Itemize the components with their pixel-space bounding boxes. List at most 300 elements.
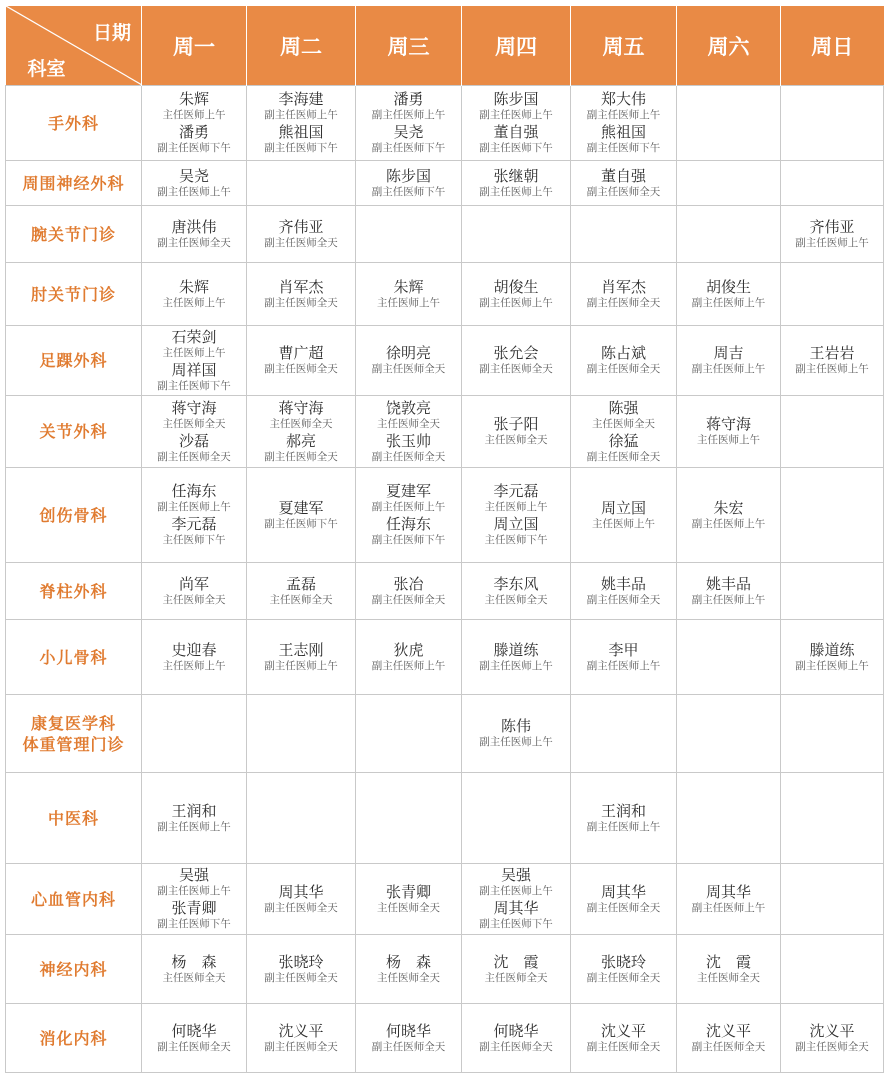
doctor-title-session: 主任医师全天: [162, 593, 226, 606]
doctor-name: 姚丰品: [705, 574, 751, 593]
schedule-cell: [677, 86, 781, 161]
doctor-name: 滕道练: [493, 640, 539, 659]
doctor-title-session: 副主任医师下午: [157, 918, 231, 930]
doctor-entry: [781, 641, 883, 674]
department-name: 心血管内科: [30, 889, 116, 909]
schedule-table: [5, 6, 884, 1073]
department-name: 周围神经外科: [22, 173, 125, 193]
doctor-name: 饶敦亮: [385, 398, 431, 417]
schedule-cell: [571, 935, 677, 1004]
doctor-name: 石荣剑: [171, 327, 217, 346]
schedule-cell: [677, 468, 781, 563]
doctor-title-session: 主任医师全天: [484, 434, 548, 446]
doctor-title-session: 主任医师上午: [697, 434, 760, 446]
doctor-title-session: 副主任医师下午: [371, 534, 446, 546]
doctor-title-session: 副主任医师全天: [691, 1040, 766, 1053]
schedule-cell: [142, 263, 247, 326]
schedule-cell: [462, 695, 571, 773]
schedule-cell: [247, 396, 356, 468]
department-cell: [6, 468, 142, 563]
department-cell: [6, 620, 142, 695]
schedule-cell: [781, 1004, 884, 1073]
corner-dept-label: 科室: [27, 58, 66, 80]
department-name: 创伤骨科: [39, 505, 108, 525]
doctor-title-session: 副主任医师全天: [264, 236, 338, 249]
schedule-cell: [677, 864, 781, 935]
schedule-cell: [142, 695, 247, 773]
doctor-title-session: 主任医师全天: [269, 593, 333, 606]
schedule-cell: [462, 86, 571, 161]
doctor-entry: [571, 167, 676, 200]
doctor-name: 陈强: [608, 398, 639, 417]
schedule-cell: [142, 620, 247, 695]
doctor-name: 尚军: [178, 574, 209, 593]
doctor-title-session: 副主任医师上午: [479, 885, 553, 897]
doctor-title-session: 副主任医师全天: [264, 363, 338, 375]
doctor-title-session: 副主任医师上午: [691, 363, 766, 375]
doctor-name: 姚丰品: [600, 574, 646, 593]
doctor-name: 张冶: [393, 574, 424, 593]
doctor-entry: [462, 123, 570, 156]
doctor-title-session: 副主任医师全天: [264, 1040, 338, 1053]
schedule-cell: [571, 773, 677, 864]
doctor-entry: [142, 641, 246, 674]
schedule-cell: [247, 206, 356, 263]
doctor-title-session: 主任医师上午: [162, 659, 226, 672]
doctor-name: 沈 霞: [493, 952, 539, 971]
doctor-entry: [571, 278, 676, 311]
doctor-entry: [677, 278, 780, 311]
department-name: 消化内科: [39, 1028, 108, 1048]
schedule-cell: [462, 161, 571, 206]
doctor-name: 史迎春: [171, 640, 217, 659]
department-cell: [6, 773, 142, 864]
schedule-cell: [677, 1004, 781, 1073]
doctor-title-session: 副主任医师下午: [479, 142, 553, 154]
schedule-cell: [247, 773, 356, 864]
schedule-cell: [571, 396, 677, 468]
doctor-title-session: 副主任医师上午: [586, 109, 661, 121]
doctor-name: 沙磊: [178, 431, 209, 450]
department-cell: [6, 161, 142, 206]
doctor-name: 孟磊: [285, 574, 316, 593]
department-cell: [6, 1004, 142, 1073]
doctor-entry: [571, 953, 676, 986]
doctor-name: 周其华: [705, 882, 751, 901]
doctor-title-session: 副主任医师上午: [479, 659, 553, 672]
doctor-name: 徐猛: [608, 431, 639, 450]
doctor-title-session: 副主任医师上午: [795, 363, 869, 375]
schedule-row: [6, 773, 884, 864]
schedule-cell: [356, 206, 462, 263]
schedule-cell: [781, 773, 884, 864]
schedule-cell: [356, 563, 462, 620]
schedule-cell: [781, 263, 884, 326]
doctor-entry: [571, 1022, 676, 1055]
doctor-name: 张青卿: [171, 899, 217, 917]
doctor-title-session: 副主任医师全天: [264, 296, 338, 309]
schedule-cell: [781, 468, 884, 563]
schedule-cell: [247, 563, 356, 620]
day-header-tue: 周二: [247, 6, 356, 86]
doctor-name: 李东风: [493, 574, 539, 593]
doctor-name: 陈占斌: [600, 344, 646, 362]
doctor-title-session: 副主任医师下午: [371, 142, 446, 154]
schedule-cell: [781, 396, 884, 468]
doctor-title-session: 副主任医师上午: [157, 501, 231, 513]
doctor-title-session: 副主任医师上午: [264, 109, 338, 121]
doctor-title-session: 副主任医师全天: [264, 450, 338, 463]
doctor-title-session: 副主任医师全天: [479, 1040, 553, 1053]
doctor-entry: [571, 90, 676, 123]
day-header-thu: 周四: [462, 6, 571, 86]
schedule-cell: [247, 161, 356, 206]
doctor-name: 张晓玲: [600, 952, 646, 971]
doctor-entry: [462, 953, 570, 986]
schedule-cell: [356, 620, 462, 695]
doctor-title-session: 副主任医师全天: [157, 450, 231, 463]
schedule-cell: [356, 773, 462, 864]
schedule-row: [6, 1004, 884, 1073]
doctor-name: 周其华: [493, 899, 539, 917]
doctor-title-session: 副主任医师上午: [586, 659, 661, 672]
doctor-name: 胡俊生: [493, 277, 539, 296]
department-name: 小儿骨科: [39, 647, 108, 667]
doctor-name: 吴强: [178, 866, 209, 884]
department-name: 肘关节门诊: [30, 284, 116, 304]
schedule-cell: [356, 86, 462, 161]
schedule-cell: [571, 468, 677, 563]
doctor-title-session: 副主任医师下午: [157, 379, 231, 392]
doctor-name: 王岩岩: [809, 344, 855, 362]
schedule-row: [6, 620, 884, 695]
doctor-entry: [677, 344, 780, 377]
doctor-name: 李甲: [608, 640, 639, 659]
schedule-cell: [142, 468, 247, 563]
schedule-cell: [677, 695, 781, 773]
doctor-title-session: 主任医师全天: [162, 971, 226, 984]
doctor-entry: [571, 641, 676, 674]
schedule-cell: [356, 695, 462, 773]
schedule-cell: [247, 468, 356, 563]
schedule-cell: [571, 563, 677, 620]
doctor-name: 郑大伟: [600, 90, 646, 108]
doctor-name: 吴尧: [178, 166, 209, 185]
doctor-title-session: 副主任医师上午: [157, 185, 231, 198]
doctor-title-session: 副主任医师全天: [157, 1040, 231, 1053]
schedule-cell: [247, 620, 356, 695]
department-name: 关节外科: [39, 422, 108, 441]
schedule-cell: [356, 935, 462, 1004]
doctor-title-session: 副主任医师上午: [795, 659, 869, 672]
doctor-entry: [462, 641, 570, 674]
doctor-entry: [247, 344, 355, 377]
schedule-cell: [781, 563, 884, 620]
doctor-title-session: 副主任医师全天: [586, 185, 661, 198]
doctor-entry: [462, 344, 570, 377]
doctor-title-session: 副主任医师全天: [371, 593, 446, 606]
doctor-entry: [247, 90, 355, 123]
doctor-title-session: 副主任医师上午: [479, 736, 553, 748]
doctor-name: 任海东: [385, 515, 431, 533]
doctor-entry: [142, 802, 246, 835]
department-name: 腕关节门诊: [30, 224, 116, 244]
doctor-entry: [247, 399, 355, 432]
doctor-entry: [247, 432, 355, 465]
doctor-title-session: 副主任医师上午: [691, 901, 766, 914]
doctor-entry: [142, 328, 246, 361]
department-cell: [6, 563, 142, 620]
schedule-cell: [462, 864, 571, 935]
doctor-name: 张允会: [493, 344, 539, 362]
doctor-entry: [356, 123, 461, 156]
doctor-title-session: 副主任医师全天: [586, 296, 661, 309]
schedule-cell: [462, 935, 571, 1004]
doctor-entry: [142, 361, 246, 394]
doctor-entry: [142, 482, 246, 515]
doctor-name: 胡俊生: [705, 277, 751, 296]
schedule-cell: [571, 695, 677, 773]
doctor-name: 沈义平: [809, 1021, 855, 1040]
schedule-row: [6, 563, 884, 620]
doctor-name: 张晓玲: [278, 952, 324, 971]
doctor-entry: [571, 432, 676, 465]
doctor-title-session: 副主任医师全天: [264, 971, 338, 984]
doctor-entry: [247, 218, 355, 251]
department-name: 中医科: [47, 808, 99, 828]
doctor-title-session: 主任医师上午: [377, 296, 440, 309]
doctor-entry: [677, 883, 780, 916]
schedule-cell: [571, 206, 677, 263]
doctor-entry: [356, 432, 461, 465]
schedule-cell: [462, 620, 571, 695]
doctor-title-session: 副主任医师下午: [586, 142, 661, 154]
header-row: [6, 6, 884, 86]
department-cell: [6, 396, 142, 468]
doctor-title-session: 主任医师全天: [269, 417, 333, 430]
schedule-cell: [356, 1004, 462, 1073]
schedule-cell: [247, 935, 356, 1004]
doctor-name: 董自强: [600, 166, 646, 185]
doctor-entry: [462, 1022, 570, 1055]
doctor-name: 蒋守海: [705, 415, 751, 433]
corner-header: [6, 6, 142, 86]
doctor-entry: [677, 953, 780, 986]
doctor-title-session: 副主任医师下午: [264, 142, 338, 154]
schedule-cell: [781, 695, 884, 773]
doctor-name: 熊祖国: [278, 123, 324, 141]
schedule-row: [6, 263, 884, 326]
schedule-row: [6, 206, 884, 263]
doctor-name: 朱辉: [178, 90, 209, 108]
schedule-cell: [142, 773, 247, 864]
schedule-cell: [571, 326, 677, 396]
doctor-entry: [356, 399, 461, 432]
doctor-title-session: 主任医师全天: [697, 971, 760, 984]
doctor-title-session: 副主任医师上午: [371, 109, 446, 121]
doctor-name: 沈义平: [278, 1021, 324, 1040]
schedule-cell: [677, 263, 781, 326]
schedule-row: [6, 695, 884, 773]
doctor-entry: [571, 802, 676, 835]
doctor-entry: [247, 575, 355, 608]
doctor-name: 周其华: [600, 882, 646, 901]
doctor-entry: [462, 899, 570, 932]
schedule-cell: [462, 396, 571, 468]
department-name: 神经内科: [39, 959, 108, 979]
doctor-name: 陈步国: [385, 166, 431, 185]
doctor-title-session: 副主任医师上午: [157, 820, 231, 833]
schedule-cell: [247, 326, 356, 396]
schedule-cell: [462, 326, 571, 396]
doctor-title-session: 副主任医师上午: [691, 593, 766, 606]
doctor-title-session: 副主任医师上午: [479, 109, 553, 121]
doctor-name: 李元磊: [171, 515, 217, 533]
doctor-title-session: 副主任医师上午: [691, 296, 766, 309]
doctor-entry: [142, 953, 246, 986]
doctor-name: 沈义平: [705, 1021, 751, 1040]
doctor-name: 张子阳: [493, 415, 539, 433]
doctor-title-session: 主任医师全天: [377, 971, 440, 984]
schedule-cell: [247, 86, 356, 161]
doctor-entry: [356, 344, 461, 377]
doctor-title-session: 副主任医师上午: [479, 296, 553, 309]
schedule-cell: [571, 161, 677, 206]
schedule-cell: [462, 468, 571, 563]
doctor-entry: [356, 883, 461, 916]
doctor-entry: [142, 866, 246, 899]
doctor-entry: [356, 90, 461, 123]
doctor-name: 潘勇: [393, 90, 424, 108]
doctor-name: 沈义平: [600, 1021, 646, 1040]
schedule-cell: [142, 86, 247, 161]
doctor-entry: [142, 515, 246, 548]
doctor-title-session: 主任医师全天: [484, 593, 548, 606]
schedule-cell: [677, 206, 781, 263]
doctor-name: 夏建军: [385, 482, 431, 500]
department-cell: [6, 695, 142, 773]
schedule-cell: [142, 864, 247, 935]
schedule-row: [6, 468, 884, 563]
doctor-entry: [356, 482, 461, 515]
doctor-title-session: 主任医师全天: [592, 417, 655, 430]
doctor-title-session: 副主任医师全天: [586, 901, 661, 914]
doctor-name: 李元磊: [493, 482, 539, 500]
doctor-name: 齐伟亚: [809, 217, 855, 236]
doctor-name: 周其华: [278, 882, 324, 901]
schedule-cell: [247, 263, 356, 326]
schedule-cell: [462, 206, 571, 263]
schedule-cell: [677, 563, 781, 620]
doctor-name: 夏建军: [278, 498, 324, 517]
department-name: 足踝外科: [39, 351, 108, 370]
doctor-name: 张玉帅: [385, 431, 431, 450]
doctor-entry: [142, 123, 246, 156]
doctor-entry: [142, 167, 246, 200]
schedule-cell: [677, 620, 781, 695]
doctor-entry: [677, 1022, 780, 1055]
doctor-title-session: 主任医师下午: [162, 534, 226, 546]
doctor-title-session: 副主任医师全天: [371, 363, 446, 375]
doctor-entry: [781, 1022, 883, 1055]
doctor-title-session: 主任医师下午: [484, 534, 548, 546]
doctor-name: 朱宏: [713, 498, 744, 517]
doctor-name: 肖军杰: [278, 277, 324, 296]
doctor-name: 周立国: [493, 515, 539, 533]
doctor-entry: [462, 717, 570, 750]
doctor-entry: [677, 499, 780, 532]
doctor-entry: [571, 499, 676, 532]
doctor-entry: [462, 415, 570, 448]
doctor-title-session: 副主任医师全天: [795, 1040, 869, 1053]
doctor-entry: [356, 515, 461, 548]
schedule-cell: [142, 935, 247, 1004]
doctor-title-session: 副主任医师下午: [479, 918, 553, 930]
schedule-cell: [356, 161, 462, 206]
schedule-cell: [356, 864, 462, 935]
schedule-cell: [781, 326, 884, 396]
schedule-cell: [142, 396, 247, 468]
doctor-name: 何晓华: [493, 1021, 539, 1040]
schedule-cell: [142, 326, 247, 396]
schedule-cell: [677, 935, 781, 1004]
doctor-entry: [247, 123, 355, 156]
doctor-title-session: 主任医师全天: [484, 971, 548, 984]
schedule-cell: [356, 263, 462, 326]
doctor-entry: [142, 90, 246, 123]
doctor-entry: [462, 278, 570, 311]
doctor-title-session: 副主任医师全天: [586, 363, 661, 375]
doctor-title-session: 主任医师上午: [162, 109, 226, 121]
doctor-name: 杨 森: [171, 952, 217, 971]
doctor-name: 曹广超: [278, 344, 324, 362]
doctor-entry: [247, 641, 355, 674]
schedule-cell: [571, 620, 677, 695]
doctor-name: 郝亮: [285, 431, 316, 450]
schedule-cell: [247, 695, 356, 773]
doctor-name: 蒋守海: [278, 398, 324, 417]
doctor-entry: [247, 953, 355, 986]
department-cell: [6, 206, 142, 263]
schedule-cell: [356, 396, 462, 468]
doctor-title-session: 副主任医师全天: [157, 236, 231, 249]
doctor-entry: [356, 641, 461, 674]
doctor-entry: [142, 218, 246, 251]
doctor-entry: [462, 515, 570, 548]
doctor-entry: [571, 344, 676, 377]
doctor-entry: [356, 575, 461, 608]
doctor-entry: [142, 432, 246, 465]
schedule-cell: [356, 468, 462, 563]
doctor-title-session: 主任医师上午: [592, 517, 655, 530]
doctor-title-session: 主任医师上午: [484, 501, 548, 513]
doctor-name: 潘勇: [178, 123, 209, 141]
schedule-cell: [247, 864, 356, 935]
doctor-name: 朱辉: [393, 277, 424, 296]
doctor-entry: [356, 953, 461, 986]
doctor-name: 何晓华: [171, 1021, 217, 1040]
doctor-title-session: 副主任医师全天: [586, 450, 661, 463]
doctor-title-session: 主任医师全天: [377, 417, 440, 430]
doctor-name: 周吉: [713, 344, 744, 362]
doctor-name: 周祥国: [171, 360, 217, 379]
schedule-row: [6, 935, 884, 1004]
doctor-name: 张继朝: [493, 166, 539, 185]
doctor-name: 董自强: [493, 123, 539, 141]
day-header-sat: 周六: [677, 6, 781, 86]
schedule-row: [6, 86, 884, 161]
doctor-title-session: 副主任医师上午: [691, 517, 766, 530]
